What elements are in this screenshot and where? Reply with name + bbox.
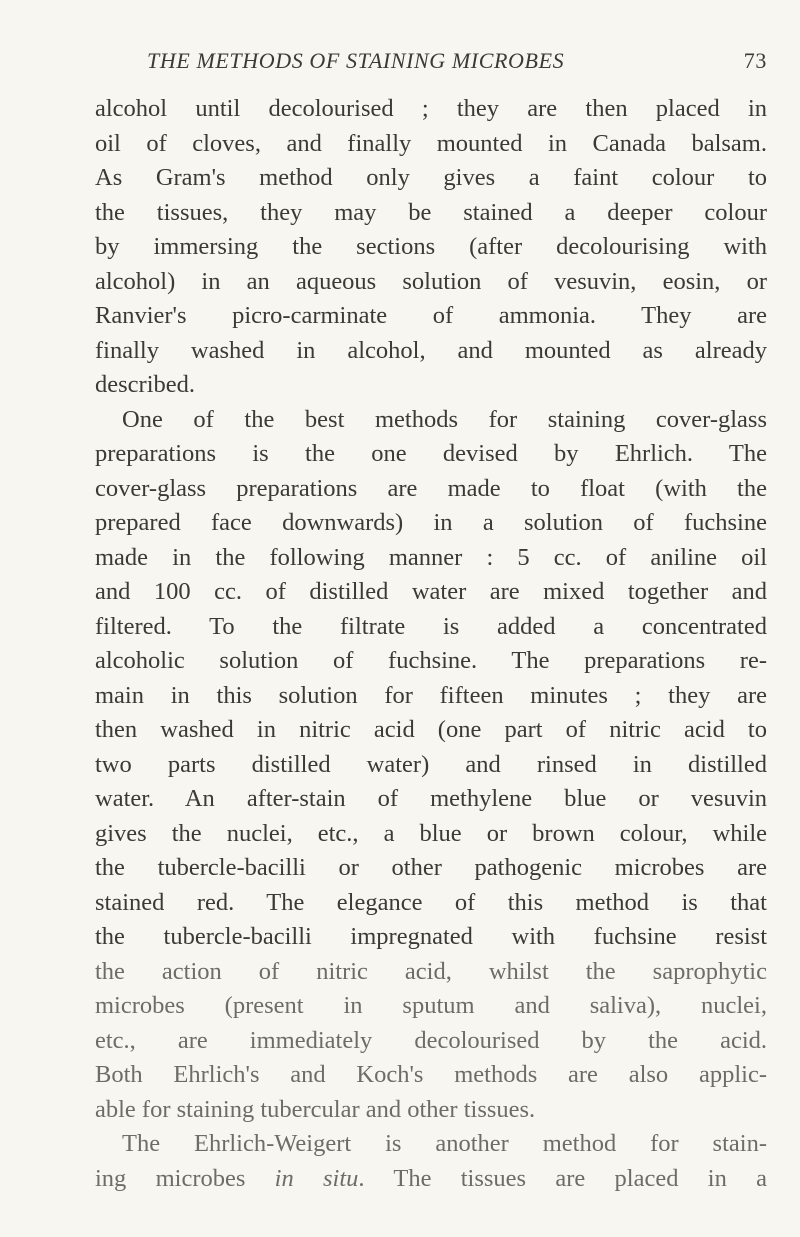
page-number: 73 xyxy=(743,48,767,73)
text-line: alcohol) in an aqueous solution of vesuvin, eosin, or xyxy=(95,267,767,295)
text-line: oil of cloves, and finally mounted in Canada balsam. xyxy=(95,129,767,157)
text-line: able for staining tubercular and other tissues. xyxy=(95,1095,536,1123)
body-text xyxy=(95,92,767,1196)
text-line: alcoholic solution of fuchsine. The preparations re- xyxy=(95,647,767,674)
text-line: the tubercle-bacilli or other pathogenic microbes are xyxy=(95,854,767,881)
text-line: Ranvier's picro-carminate of ammonia. They are xyxy=(95,302,767,329)
text-fragment: ing microbes xyxy=(95,1164,275,1192)
text-line-last xyxy=(95,1162,767,1197)
text-line: made in the following manner : 5 cc. of aniline oil xyxy=(95,543,767,571)
text-line: finally washed in alcohol, and mounted as already xyxy=(95,336,767,364)
text-line: described. xyxy=(95,371,195,398)
text-line: the tubercle-bacilli impregnated with fuchsine resist xyxy=(95,923,767,950)
text-line: microbes (present in sputum and saliva), nuclei, xyxy=(95,992,767,1019)
running-header xyxy=(137,48,767,82)
paragraph-start-line: The Ehrlich-Weigert is another method for stain- xyxy=(122,1130,767,1157)
text-line: water. An after-stain of methylene blue or vesuvin xyxy=(95,785,767,812)
running-title: THE METHODS OF STAINING MICROBES xyxy=(147,48,565,73)
text-line: As Gram's method only gives a faint colour to xyxy=(95,164,767,191)
text-line: two parts distilled water) and rinsed in distilled xyxy=(95,750,767,778)
text-line: etc., are immediately decolourised by the acid. xyxy=(95,1026,767,1054)
text-line: gives the nuclei, etc., a blue or brown colour, while xyxy=(95,819,767,847)
text-line: by immersing the sections (after decolourising with xyxy=(95,233,767,260)
text-line: filtered. To the filtrate is added a concentrated xyxy=(95,612,767,640)
text-fragment: . The tissues are placed in a xyxy=(358,1164,767,1192)
text-line: Both Ehrlich's and Koch's methods are also applic- xyxy=(95,1061,767,1088)
italic-phrase: in situ xyxy=(274,1164,359,1192)
text-line: the action of nitric acid, whilst the saprophytic xyxy=(95,957,767,985)
text-line: cover-glass preparations are made to float (with the xyxy=(95,474,767,502)
text-line: main in this solution for fifteen minutes ; they are xyxy=(95,681,767,709)
text-line: the tissues, they may be stained a deeper colour xyxy=(95,198,767,226)
text-line: then washed in nitric acid (one part of nitric acid to xyxy=(95,716,767,743)
paragraph-start-line: One of the best methods for staining cover-glass xyxy=(122,405,767,433)
text-line: prepared face downwards) in a solution of fuchsine xyxy=(95,509,767,536)
text-line: preparations is the one devised by Ehrlich. The xyxy=(95,440,767,467)
text-line: and 100 cc. of distilled water are mixed together and xyxy=(95,578,767,605)
text-line: alcohol until decolourised ; they are then placed in xyxy=(95,95,767,122)
text-line: stained red. The elegance of this method is that xyxy=(95,888,767,916)
